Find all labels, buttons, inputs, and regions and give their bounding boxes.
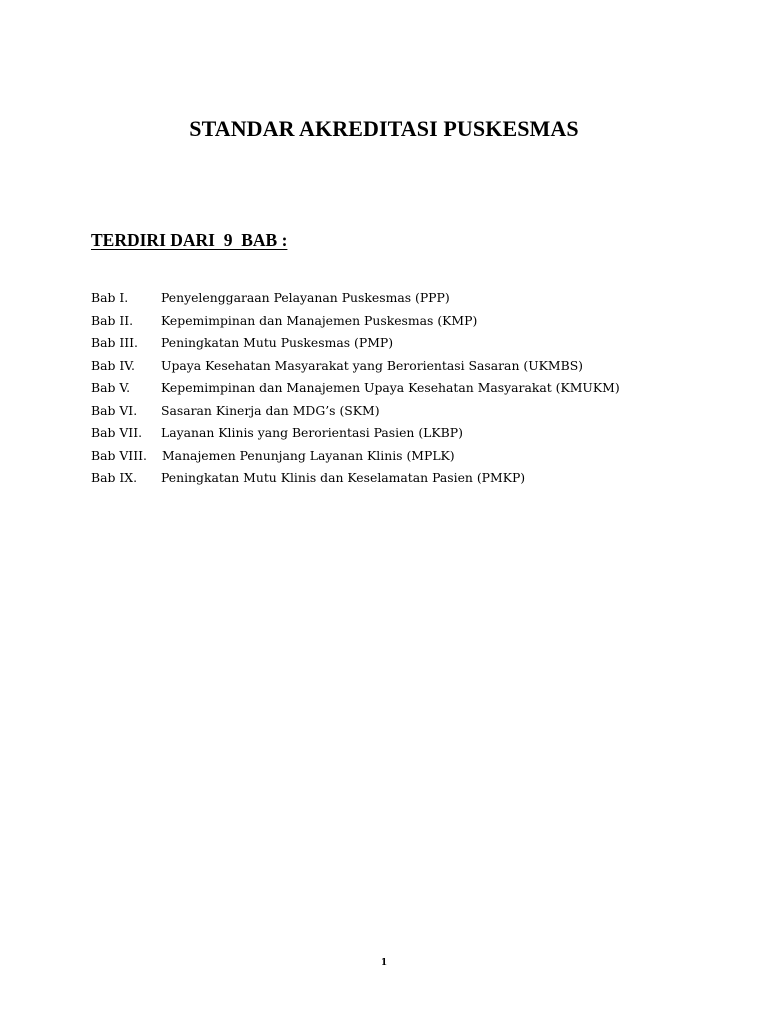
chapter-number: Bab III. [91, 335, 138, 350]
page-number: 1 [380, 958, 388, 968]
chapter-number: Bab II. [91, 312, 134, 328]
chapter-number: Bab VII. [91, 425, 143, 440]
chapter-number: Bab V. [91, 380, 131, 395]
chapter-title: Kepemimpinan dan Manajemen Upaya Kesehatan Masyarakat (KMUKM) [161, 380, 620, 395]
chapter-title: Layanan Klinis yang Berorientasi Pasien (LKBP) [161, 425, 463, 440]
chapter-item [91, 355, 620, 378]
chapter-number: Bab IV. [91, 357, 135, 373]
chapter-title: Manajemen Penunjang Layanan Klinis (MPLK) [162, 447, 455, 463]
chapter-count-heading: TERDIRI DARI 9 BAB : [91, 230, 288, 250]
chapter-item [91, 377, 620, 400]
chapter-item [91, 422, 620, 445]
chapter-title: Kepemimpinan dan Manajemen Puskesmas (KMP) [161, 312, 478, 328]
chapter-item [91, 332, 620, 355]
chapter-number: Bab VIII. [91, 447, 147, 463]
chapter-title: Sasaran Kinerja dan MDG’s (SKM) [161, 402, 380, 418]
chapter-item [91, 287, 620, 310]
chapter-list [91, 287, 620, 490]
chapter-item [91, 310, 620, 333]
chapter-number: Bab VI. [91, 402, 138, 418]
document-title: STANDAR AKREDITASI PUSKESMAS [189, 116, 579, 141]
chapter-title: Upaya Kesehatan Masyarakat yang Berorientasi Sasaran (UKMBS) [161, 357, 584, 373]
chapter-number: Bab I. [91, 290, 129, 305]
chapter-title: Peningkatan Mutu Puskesmas (PMP) [161, 335, 394, 350]
chapter-title: Peningkatan Mutu Klinis dan Keselamatan Pasien (PMKP) [161, 470, 526, 485]
chapter-item [91, 445, 620, 468]
chapter-number: Bab IX. [91, 470, 138, 485]
chapter-title: Penyelenggaraan Pelayanan Puskesmas (PPP) [161, 290, 450, 305]
chapter-item [91, 400, 620, 423]
chapter-item [91, 467, 620, 490]
